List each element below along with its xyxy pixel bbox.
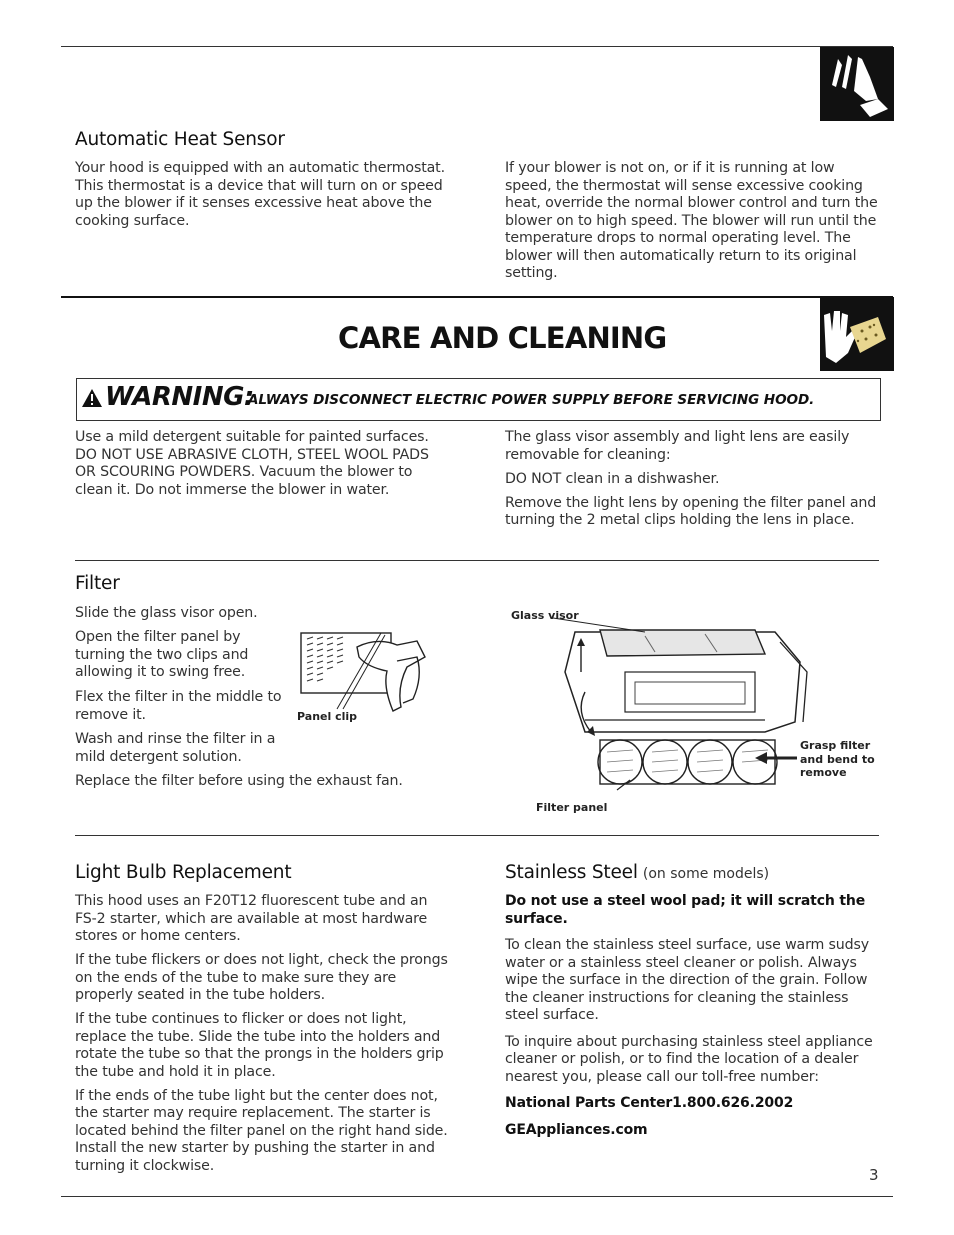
bulb-heading: Light Bulb Replacement — [75, 862, 292, 883]
heat-sensor-left-text: Your hood is equipped with an automatic thermostat. This thermostat is a device that will turn on or speed up the blower if it senses excessive heat above the cooking surface. — [75, 160, 445, 229]
label-grasp-filter: Grasp filter and bend to remove — [800, 739, 875, 779]
bulb-body — [75, 893, 452, 1182]
page-number: 3 — [869, 1166, 879, 1184]
label-filter-panel: Filter panel — [536, 801, 608, 814]
bottom-rule — [61, 1196, 893, 1197]
care-title: CARE AND CLEANING — [338, 321, 667, 355]
filter-p5: Replace the filter before using the exhaust fan. — [75, 773, 403, 789]
steel-body — [505, 893, 877, 1146]
steel-heading: Stainless Steel — [505, 862, 638, 883]
filter-p2: Open the filter panel by turning the two clips and allowing it to swing free. — [75, 629, 249, 680]
filter-heading: Filter — [75, 573, 120, 594]
panel-clip-illustration — [297, 627, 442, 719]
steel-p1: To clean the stainless steel surface, use warm sudsy water or a stainless steel cleaner or polish. Always wipe the surface in the direction of the grain. Follow the cleaner instructions for cleaning the stainless steel surface. — [505, 937, 869, 1023]
warning-box — [76, 378, 881, 421]
warning-triangle-icon — [81, 388, 103, 408]
filter-p1: Slide the glass visor open. — [75, 605, 258, 621]
warning-text: ALWAYS DISCONNECT ELECTRIC POWER SUPPLY BEFORE SERVICING HOOD. — [248, 392, 815, 408]
filter-p4: Wash and rinse the filter in a mild detergent solution. — [75, 731, 276, 765]
steel-heading-note: (on some models) — [642, 866, 770, 882]
bulb-p3: If the tube continues to flicker or does not light, replace the tube. Slide the tube into the holders and rotate the tube so that the prongs in the holders grip the tube and hold it in place. — [75, 1011, 444, 1080]
filter-p3: Flex the filter in the middle to remove it. — [75, 689, 282, 723]
care-rule — [61, 296, 893, 298]
steel-p2: To inquire about purchasing stainless steel appliance cleaner or polish, or to find the location of a dealer nearest you, please call our toll-free number: — [505, 1033, 873, 1085]
care-left-text: Use a mild detergent suitable for painted surfaces. DO NOT USE ABRASIVE CLOTH, STEEL WOOL PADS OR SCOURING POWDERS. Vacuum the blower to clean it. Do not immerse the blower in water. — [75, 429, 429, 498]
steel-heading-row — [505, 862, 769, 883]
bulb-p2: If the tube flickers or does not light, check the prongs on the ends of the tube to make sure they are properly seated in the tube holders. — [75, 952, 448, 1003]
steel-phone: National Parts Center1.800.626.2002 — [505, 1095, 794, 1111]
heat-sensor-right-text: If your blower is not on, or if it is running at low speed, the thermostat will sense excessive cooking heat, override the normal blower control and turn the blower on to high speed. The blower will run until the temperature drops to normal operating level. The blower will then automatically return to its original setting. — [505, 160, 878, 281]
filter-rule — [75, 560, 879, 561]
care-right-text — [505, 429, 883, 536]
label-panel-clip: Panel clip — [297, 710, 358, 723]
label-glass-visor: Glass visor — [511, 609, 579, 622]
care-right-p3: Remove the light lens by opening the filter panel and turning the 2 metal clips holding the lens in place. — [505, 494, 877, 528]
top-rule — [61, 46, 893, 47]
care-right-p2: DO NOT clean in a dishwasher. — [505, 470, 720, 487]
care-right-p1: The glass visor assembly and light lens are easily removable for cleaning: — [505, 429, 850, 463]
heat-sensor-heading: Automatic Heat Sensor — [75, 129, 285, 150]
hood-filter-illustration — [545, 612, 815, 812]
bulb-p1: This hood uses an F20T12 fluorescent tube and an FS-2 starter, which are available at most hardware stores or home centers. — [75, 893, 428, 944]
steel-website: GEAppliances.com — [505, 1121, 648, 1138]
bulb-rule — [75, 835, 879, 836]
steel-warning: Do not use a steel wool pad; it will scratch the surface. — [505, 893, 866, 927]
warning-word: WARNING: — [105, 382, 254, 412]
bulb-p4: If the ends of the tube light but the center does not, the starter may require replacement. The starter is located behind the filter panel on the right hand side. Install the new starter by pushing the starter in and turning it clockwise. — [75, 1087, 448, 1174]
hand-pressing-button-icon — [820, 47, 894, 121]
hand-with-sponge-icon — [820, 297, 894, 371]
